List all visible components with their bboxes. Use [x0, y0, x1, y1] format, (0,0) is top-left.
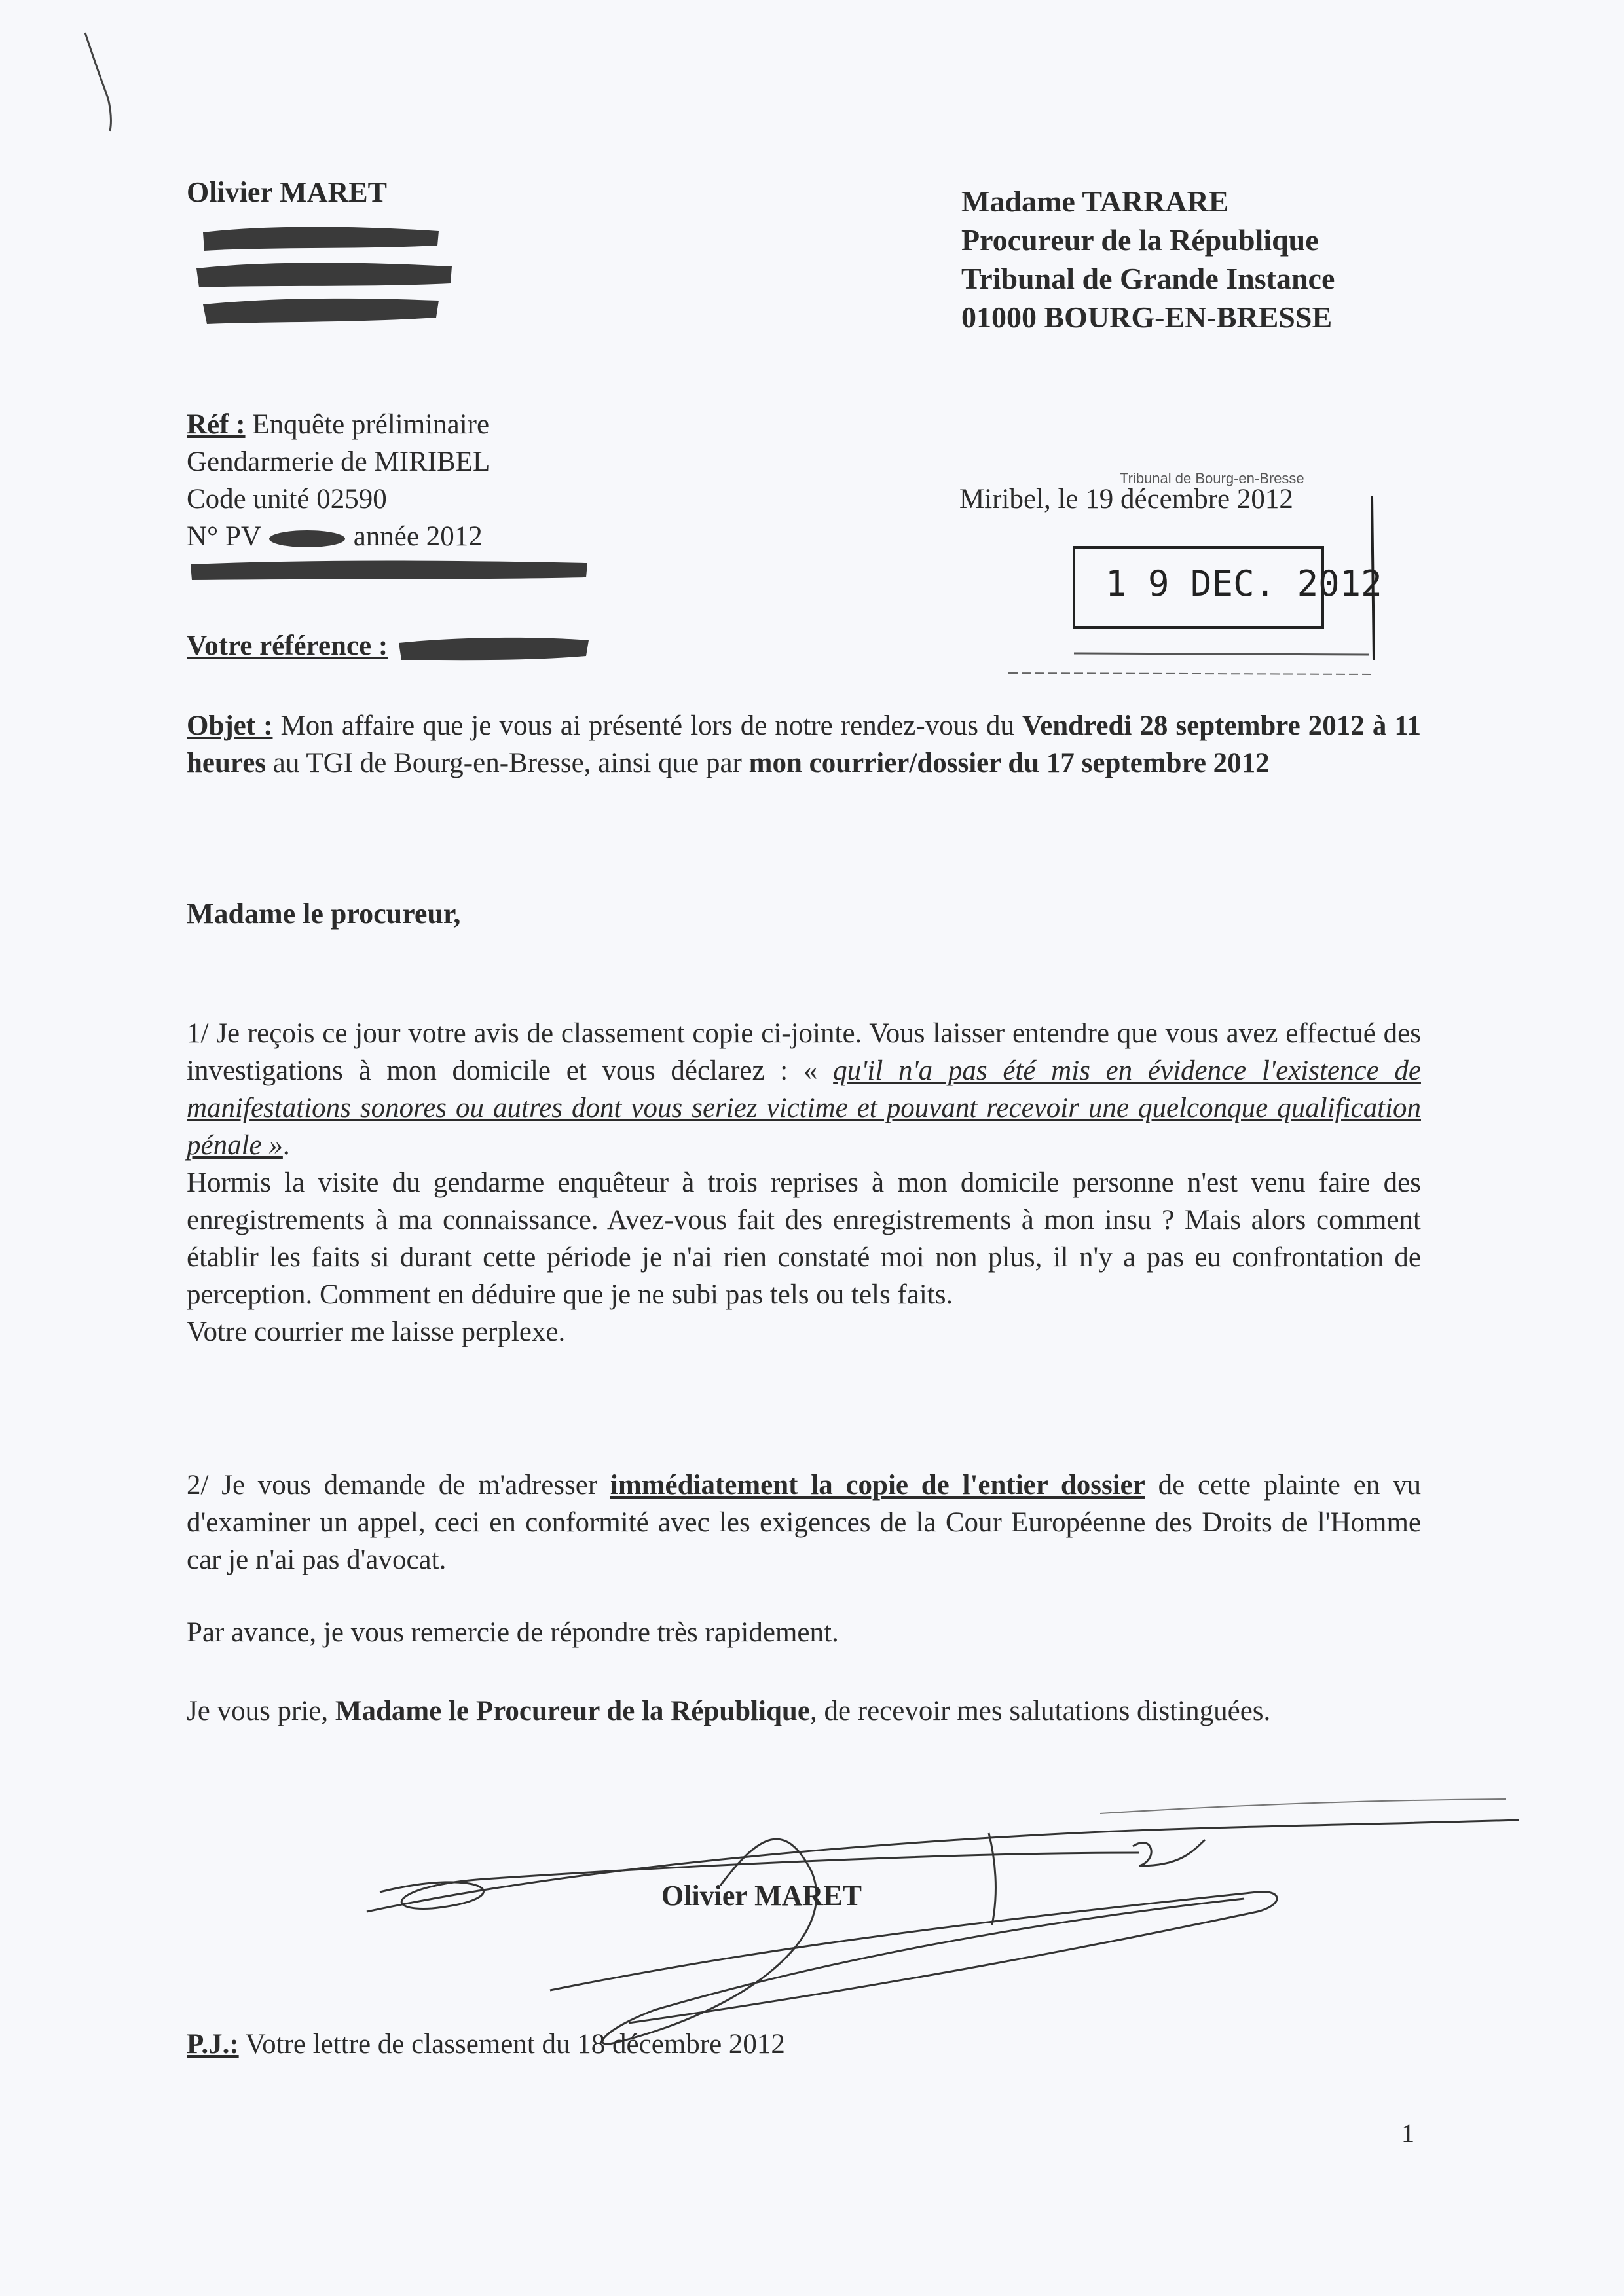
paragraph-text: Votre courrier me laisse perplexe.	[187, 1317, 566, 1347]
subject-text: au TGI de Bourg-en-Bresse, ainsi que par	[266, 748, 749, 778]
page-number: 1	[1401, 2119, 1414, 2148]
attachments-label: P.J.:	[187, 2029, 239, 2060]
paragraph-text: Je vous prie,	[187, 1696, 335, 1726]
emphasis: Madame le Procureur de la République	[335, 1696, 810, 1726]
sender-name: Olivier MARET	[187, 176, 387, 208]
reference-block	[187, 406, 593, 592]
place-date: Miribel, le 19 décembre 2012	[959, 484, 1293, 515]
reception-stamp	[1008, 470, 1388, 680]
paragraph-1	[187, 1015, 1421, 1351]
recipient-line: Procureur de la République	[961, 223, 1319, 257]
recipient-line: Madame TARRARE	[961, 185, 1229, 218]
stamp-date: 1 9 DEC. 2012	[1105, 563, 1382, 604]
reference-label: Réf :	[187, 409, 246, 440]
paragraph-3: Par avance, je vous remercie de répondre très rapidement.	[187, 1617, 839, 1648]
votre-reference	[187, 630, 591, 663]
pv-label: N° PV	[187, 521, 261, 552]
recipient-line: Tribunal de Grande Instance	[961, 262, 1335, 295]
recipient-line: 01000 BOURG-EN-BRESSE	[961, 301, 1333, 334]
signatory-name: Olivier MARET	[661, 1880, 862, 1912]
attachments-text: Votre lettre de classement du 18 décembre 2012	[238, 2029, 785, 2060]
redacted-address	[190, 219, 465, 331]
pen-mark	[72, 20, 131, 137]
redacted-line	[187, 556, 593, 583]
subject-courrier: mon courrier/dossier du 17 septembre 2012	[748, 748, 1270, 778]
paragraph-text: Hormis la visite du gendarme enquêteur à trois reprises à mon domicile personne n'est venu faire des enregistrements à ma connaissance. Avez-vous fait des enregistrements à mon insu ? Mais alors comment établir les faits si durant cette période je n'ai rien constaté moi non plus, il n'y a pas eu confrontation de perception. Comment en déduire que je ne subi pas tels ou tels faits.	[187, 1167, 1421, 1310]
attachments	[187, 2028, 785, 2060]
paragraph-text: de cette plainte en vu d'examiner un appel, ceci en conformité avec les exigences de la Cour Européenne des Droits de l'Homme car je n'ai pas d'avocat.	[187, 1470, 1421, 1575]
subject	[187, 707, 1421, 782]
quotation: qu'il n'a pas été mis en évidence l'existence de manifestations sonores ou autres dont vous seriez victime et pouvant recevoir une quelconque qualification pénale »	[187, 1055, 1421, 1161]
reference-line: Gendarmerie de MIRIBEL	[187, 446, 490, 477]
paragraph-text: 1/ Je reçois ce jour votre avis de classement copie ci-jointe. Vous laisser entendre que vous avez effectué des investigations à mon domicile et vous déclarez : «	[187, 1018, 1421, 1086]
subject-date: Vendredi 28 septembre 2012 à 11 heures	[187, 710, 1422, 778]
paragraph-2	[187, 1467, 1421, 1578]
redacted-pv-number	[268, 527, 346, 551]
recipient-address	[961, 182, 1335, 337]
punctuation: .	[282, 1130, 290, 1161]
reference-line: Enquête préliminaire	[252, 409, 490, 440]
reference-line: Code unité 02590	[187, 484, 387, 515]
subject-label: Objet :	[187, 710, 273, 741]
handwritten-signature	[354, 1794, 1532, 2069]
paragraph-4	[187, 1692, 1421, 1730]
stamp-header: Tribunal de Bourg-en-Bresse	[1120, 470, 1304, 486]
redacted-reference	[395, 634, 591, 663]
votre-reference-label: Votre référence :	[187, 630, 388, 661]
emphasis: immédiatement la copie de l'entier dossier	[610, 1470, 1145, 1501]
salutation: Madame le procureur,	[187, 898, 461, 930]
subject-text: Mon affaire que je vous ai présenté lors de notre rendez-vous du	[272, 710, 1023, 741]
paragraph-text: 2/ Je vous demande de m'adresser	[187, 1470, 610, 1501]
pv-year: année 2012	[353, 521, 483, 552]
paragraph-text: , de recevoir mes salutations distinguées.	[809, 1696, 1271, 1726]
